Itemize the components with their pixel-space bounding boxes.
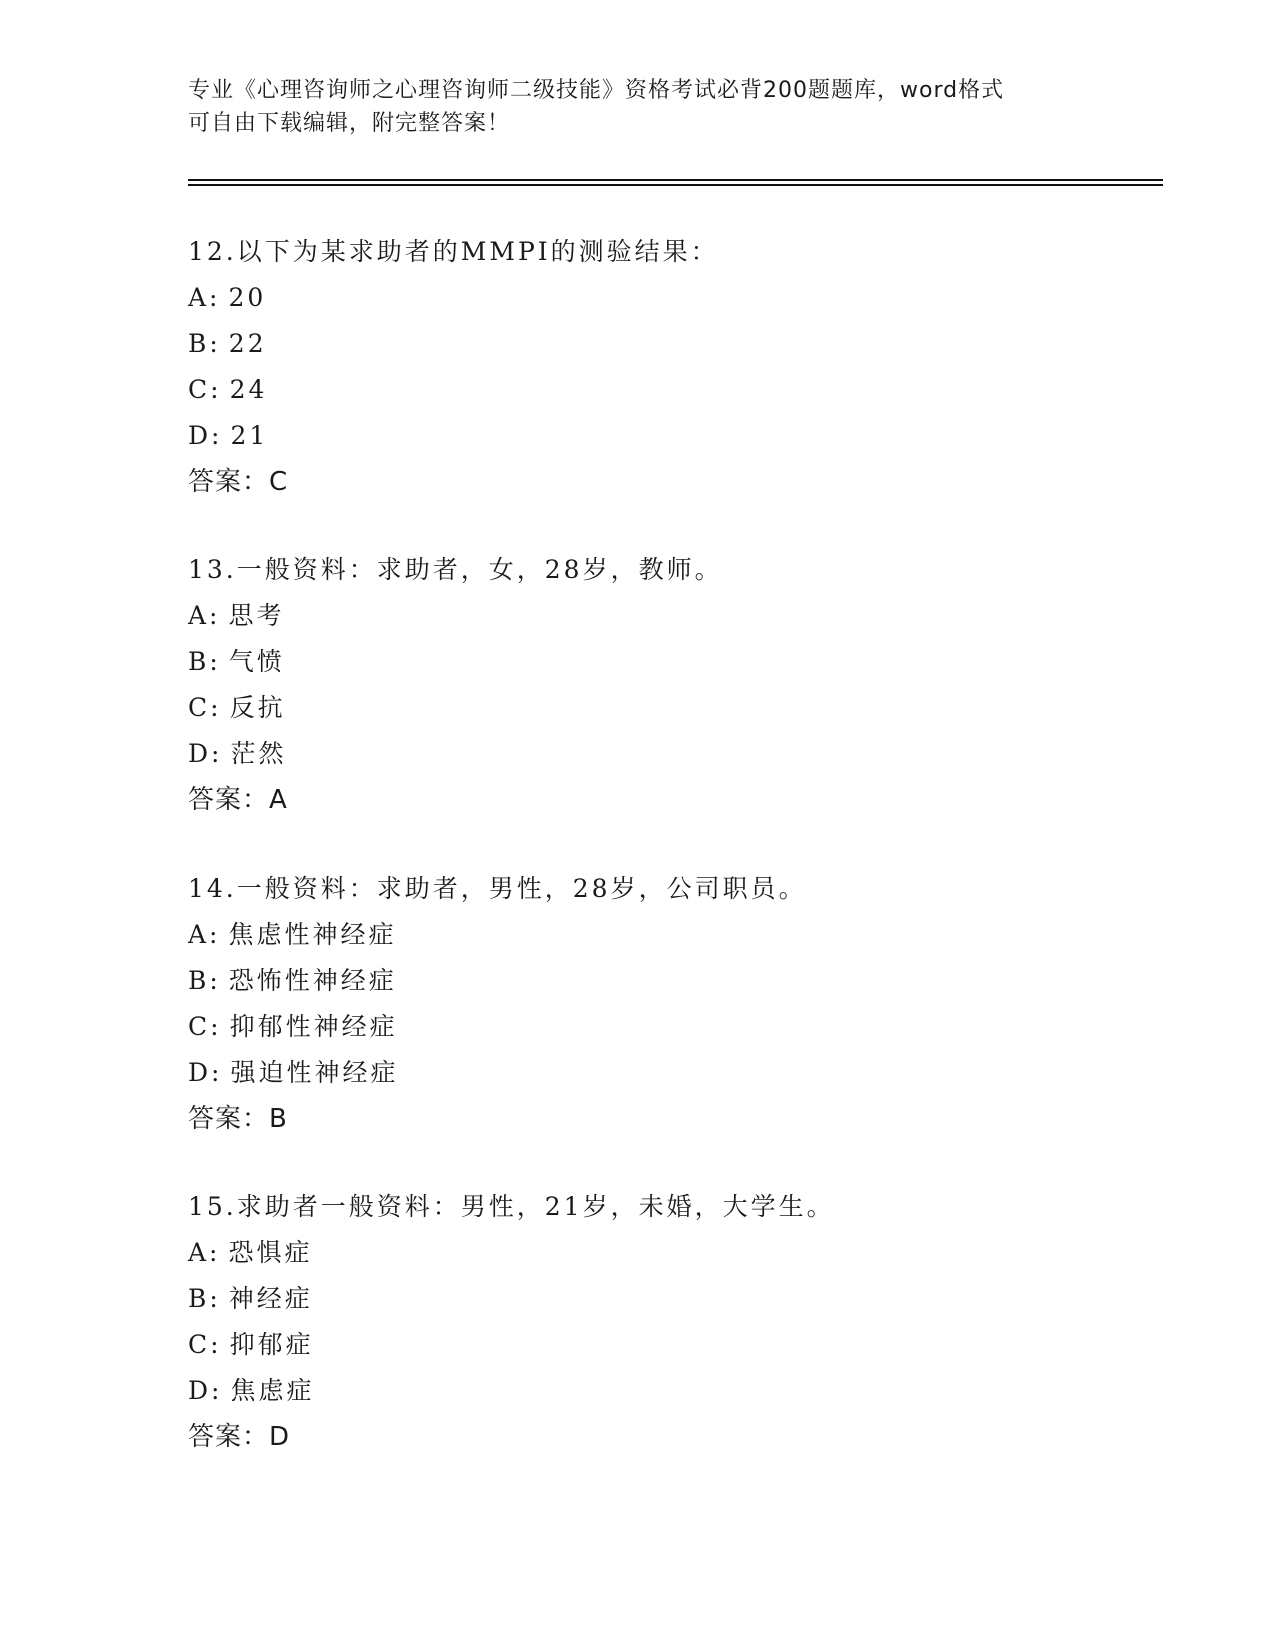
- option-key: B:: [188, 966, 221, 995]
- option-c: [188, 1322, 1148, 1368]
- option-a: [188, 1230, 1148, 1276]
- option-key: C:: [188, 375, 222, 404]
- answer-line: 答案：C: [188, 467, 289, 497]
- question-14: [188, 866, 1148, 1142]
- option-a: [188, 275, 1148, 321]
- option-text: 强迫性神经症: [230, 1058, 399, 1087]
- option-text: 神经症: [228, 1284, 313, 1313]
- option-key: B:: [188, 329, 221, 358]
- question-12: [188, 229, 1148, 505]
- option-text: 抑郁症: [229, 1330, 314, 1359]
- option-a: [188, 593, 1148, 639]
- answer-line: 答案：A: [188, 785, 288, 815]
- option-text: 恐怖性神经症: [228, 966, 397, 995]
- option-text: 22: [228, 329, 267, 358]
- question-13: [188, 547, 1148, 823]
- question-title: 15.求助者一般资料：男性，21岁，未婚，大学生。: [188, 1192, 835, 1221]
- header-line-2: 可自由下载编辑，附完整答案！: [188, 111, 511, 136]
- option-key: C:: [188, 693, 222, 722]
- option-key: B:: [188, 1284, 221, 1313]
- option-text: 焦虑症: [230, 1376, 315, 1405]
- header-divider-top: [188, 179, 1163, 181]
- question-title: 13.一般资料：求助者，女，28岁，教师。: [188, 555, 723, 584]
- option-key: C:: [188, 1330, 222, 1359]
- option-key: C:: [188, 1012, 222, 1041]
- option-key: D:: [188, 739, 223, 768]
- option-text: 思考: [228, 601, 285, 630]
- option-d: [188, 1368, 1148, 1414]
- option-d: [188, 1050, 1148, 1096]
- option-key: D:: [188, 421, 223, 450]
- option-text: 恐惧症: [228, 1238, 313, 1267]
- option-key: D:: [188, 1376, 223, 1405]
- option-text: 气愤: [228, 647, 285, 676]
- option-key: A:: [188, 1238, 221, 1267]
- option-key: B:: [188, 647, 221, 676]
- option-text: 抑郁性神经症: [229, 1012, 398, 1041]
- option-text: 反抗: [229, 693, 286, 722]
- question-15: [188, 1184, 1148, 1460]
- option-text: 21: [230, 421, 269, 450]
- option-b: [188, 639, 1148, 685]
- option-d: [188, 413, 1148, 459]
- option-b: [188, 1276, 1148, 1322]
- question-title: 12.以下为某求助者的MMPI的测验结果：: [188, 237, 719, 266]
- option-text: 茫然: [230, 739, 287, 768]
- answer-line: 答案：D: [188, 1422, 291, 1452]
- option-key: A:: [188, 601, 221, 630]
- header-divider-bottom: [188, 184, 1163, 186]
- option-c: [188, 1004, 1148, 1050]
- header-line-1: 专业《心理咨询师之心理咨询师二级技能》资格考试必背200题题库，word格式: [188, 78, 1005, 103]
- document-header: [188, 74, 1088, 140]
- option-key: D:: [188, 1058, 223, 1087]
- option-text: 焦虑性神经症: [228, 920, 397, 949]
- option-b: [188, 321, 1148, 367]
- option-b: [188, 958, 1148, 1004]
- option-text: 20: [228, 283, 267, 312]
- answer-line: 答案：B: [188, 1104, 288, 1134]
- option-c: [188, 367, 1148, 413]
- option-key: A:: [188, 920, 221, 949]
- question-title: 14.一般资料：求助者，男性，28岁，公司职员。: [188, 874, 807, 903]
- option-c: [188, 685, 1148, 731]
- option-text: 24: [229, 375, 268, 404]
- option-key: A:: [188, 283, 221, 312]
- option-d: [188, 731, 1148, 777]
- option-a: [188, 912, 1148, 958]
